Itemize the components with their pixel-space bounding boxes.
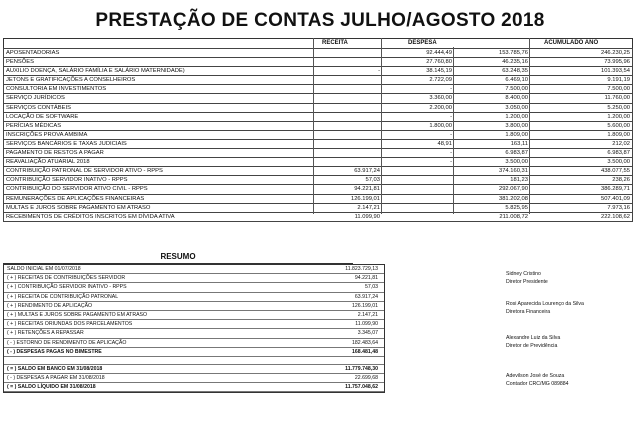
cell-despesa-acumulada: 6.983,87 [505, 150, 528, 157]
cell-despesa-bimestre: 27.760,80 [426, 59, 452, 66]
resumo-label: ( + ) RECEITAS ORIUNDAS DOS PARCELAMENTOS [7, 321, 133, 328]
cell-despesa-acumulada: 7.500,00 [505, 86, 528, 93]
resumo-label: ( + ) CONTRIBUIÇÃO SERVIDOR INATIVO - RPPS [7, 284, 127, 291]
signer-role: Diretor de Previdência [506, 343, 558, 349]
cell-acumulado: 212,02 [612, 140, 630, 147]
table-header [3, 38, 633, 48]
col-divider [381, 38, 382, 214]
signer-role: Diretora Financeira [506, 309, 551, 315]
cell-acumulado: 11.760,00 [604, 95, 630, 102]
table-row [3, 94, 633, 103]
cell-despesa-acumulada: 63.248,35 [502, 68, 528, 75]
cell-despesa-bimestre: 1.800,00 [429, 122, 452, 129]
table-row [3, 113, 633, 122]
row-label: APOSENTADORIAS [6, 50, 60, 56]
cell-despesa-bimestre: - [450, 113, 452, 120]
resumo-row [4, 293, 384, 302]
resumo-value: 94.221,81 [354, 275, 378, 282]
row-label: AUXILIO DOENÇA, SALÁRIO FAMÍLIA E SALÁRIO MATERNIDADE) [6, 68, 185, 75]
table-row [3, 76, 633, 85]
col-divider [529, 38, 530, 214]
cell-acumulado: 238,26 [612, 177, 630, 184]
cell-acumulado: 73.995,96 [604, 59, 630, 66]
signer-role: Contador CRC/MG 089884 [506, 381, 569, 387]
table-row [3, 85, 633, 94]
signature-block [506, 334, 626, 350]
row-label: CONTRIBUIÇÃO SERVIDOR INATIVO - RPPS [6, 177, 128, 184]
signer-name: Adevilson José de Souza [506, 373, 565, 379]
resumo-row [4, 283, 384, 292]
resumo-label: ( + ) RENDIMENTO DE APLICAÇÃO [7, 302, 93, 309]
accounts-table [3, 38, 633, 222]
header-acumulado: ACUMULADO ANO [544, 40, 599, 46]
row-label: REMUNERAÇÕES DE APLICAÇÕES FINANCEIRAS [6, 195, 145, 202]
cell-despesa-bimestre: - [450, 131, 452, 138]
row-label: REAVALIAÇÃO ATUARIAL 2018 [6, 159, 90, 166]
cell-acumulado: 1.200,00 [607, 113, 630, 120]
resumo-title: RESUMO [3, 252, 353, 264]
signer-name: Sidney Cristino [506, 271, 541, 277]
cell-despesa-bimestre: - [450, 150, 452, 157]
cell-despesa-acumulada: 46.235,16 [502, 59, 528, 66]
row-label: JETONS E GRATIFICAÇÕES A CONSELHEIROS [6, 77, 136, 84]
table-row [3, 176, 633, 185]
cell-acumulado: 3.500,00 [607, 159, 630, 166]
table-row [3, 204, 633, 213]
cell-despesa-bimestre: - [450, 159, 452, 166]
cell-despesa-bimestre: 38.145,19 [426, 68, 452, 75]
resumo-row [4, 311, 384, 320]
resumo-row [4, 274, 384, 283]
cell-acumulado: 5.250,00 [607, 104, 630, 111]
cell-despesa-acumulada: 211.008,72 [499, 213, 528, 220]
resumo-value: 3.345,07 [357, 330, 378, 337]
page-title: PRESTAÇÃO DE CONTAS JULHO/AGOSTO 2018 [95, 10, 545, 31]
col-divider [313, 38, 314, 214]
signature-block [506, 270, 626, 286]
cell-despesa-acumulada: 5.825,95 [505, 204, 528, 211]
resumo-value: 22.699,68 [354, 375, 378, 382]
resumo-label: ( + ) RECEITA DE CONTRIBUIÇÃO PATRONAL [7, 293, 119, 300]
table-body [3, 48, 633, 222]
cell-receita: 63.917,24 [354, 168, 380, 175]
cell-receita: 2.147,21 [357, 204, 380, 211]
table-row [3, 122, 633, 131]
resumo-row [4, 339, 384, 348]
resumo-value: 11.779.748,30 [345, 365, 378, 372]
resumo-value: 182.483,64 [352, 339, 378, 346]
resumo-label: ( - ) DESPESAS PAGAS NO BIMESTRE [7, 348, 102, 355]
cell-despesa-acumulada: 1.200,00 [505, 113, 528, 120]
cell-acumulado: 1.809,00 [607, 131, 630, 138]
resumo-row [4, 365, 384, 374]
row-label: SERVIÇOS CONTÁBEIS [6, 104, 71, 111]
cell-acumulado: 507.401,09 [600, 195, 630, 202]
cell-despesa-acumulada: 8.400,00 [505, 95, 528, 102]
cell-despesa-acumulada: 1.809,00 [505, 131, 528, 138]
row-label: PAGAMENTO DE RESTOS A PAGAR [6, 150, 104, 157]
table-row [3, 104, 633, 113]
cell-acumulado: 386.289,71 [600, 186, 630, 193]
resumo-value: 168.481,48 [352, 348, 378, 355]
table-row [3, 195, 633, 204]
cell-despesa-bimestre: 2.722,09 [429, 77, 452, 84]
cell-despesa-acumulada: 3.500,00 [505, 159, 528, 166]
cell-acumulado: 5.600,00 [607, 122, 630, 129]
row-label: CONTRIBUIÇÃO PATRONAL DE SERVIDOR ATIVO - RPPS [6, 168, 163, 175]
resumo-value: 63.917,24 [354, 293, 378, 300]
cell-despesa-bimestre: 92.444,49 [426, 50, 452, 56]
resumo-row [4, 265, 384, 274]
signature-block [506, 372, 626, 388]
row-label: CONTRIBUIÇÃO DO SERVIDOR ATIVO CIVIL - RPPS [6, 186, 148, 193]
table-row [3, 58, 633, 67]
row-label: INSCRIÇÕES PROVA AMBIMA [6, 131, 88, 138]
row-label: SERVIÇOS BANCÁRIOS E TAXAS JUDICIAIS [6, 140, 127, 147]
cell-despesa-bimestre: - [450, 86, 452, 93]
cell-acumulado: 246.230,25 [600, 50, 630, 56]
resumo-label: SALDO INICIAL EM 01/07/2018 [7, 266, 81, 272]
resumo-row [4, 302, 384, 311]
resumo-value: 57,03 [365, 284, 378, 291]
signer-name: Rosi Aparecida Lourenço da Silva [506, 301, 584, 307]
row-label: MULTAS E JUROS SOBRE PAGAMENTO EM ATRASO [6, 204, 151, 211]
signer-name: Alexandre Luiz da Silva [506, 335, 561, 341]
resumo-label: ( + ) RETENÇÕES A REPASSAR [7, 330, 84, 337]
resumo-label: ( = ) SALDO LÍQUIDO EM 31/08/2018 [7, 384, 96, 391]
cell-despesa-bimestre: 48,91 [437, 140, 452, 147]
table-row [3, 140, 633, 149]
row-label: CONSULTORIA EM INVESTIMENTOS [6, 86, 107, 93]
table-row [3, 185, 633, 194]
signature-block [506, 300, 626, 316]
header-despesa: DESPESA [408, 40, 437, 46]
table-row [3, 131, 633, 140]
cell-acumulado: 7.973,16 [607, 204, 630, 211]
cell-despesa-acumulada: 381.202,08 [498, 195, 528, 202]
col-divider [453, 47, 454, 214]
cell-despesa-acumulada: 292.067,90 [498, 186, 528, 193]
header-receita: RECEITA [322, 40, 348, 46]
cell-acumulado: 9.191,19 [607, 77, 630, 84]
resumo-value: 11.757.048,62 [345, 384, 378, 391]
resumo-label: ( - ) DESPESAS A PAGAR EM 31/08/2018 [7, 375, 105, 382]
cell-despesa-acumulada: 181,23 [510, 177, 528, 184]
resumo-label: ( + ) MULTAS E JUROS SOBRE PAGAMENTO EM ATRASO [7, 311, 148, 318]
cell-despesa-acumulada: 6.469,10 [505, 77, 528, 84]
cell-acumulado: 6.983,87 [607, 150, 630, 157]
resumo-row [4, 383, 384, 392]
cell-despesa-acumulada: 153.785,76 [498, 50, 528, 56]
cell-receita: 57,03 [365, 177, 380, 184]
resumo-value: 2.147,21 [357, 311, 378, 318]
table-row [3, 167, 633, 176]
cell-despesa-acumulada: 3.050,00 [505, 104, 528, 111]
resumo-value: 11.099,90 [355, 321, 378, 328]
resumo-row [4, 374, 384, 383]
row-label: PENSÕES [6, 59, 35, 66]
resumo-section [3, 252, 383, 393]
cell-despesa-bimestre: 3.360,00 [429, 95, 452, 102]
table-row [3, 158, 633, 167]
resumo-value: 11.823.729,13 [345, 266, 378, 272]
table-row [3, 67, 633, 76]
resumo-label: ( = ) SALDO EM BANCO EM 31/08/2018 [7, 365, 103, 372]
cell-despesa-acumulada: 374.160,31 [498, 168, 528, 175]
cell-acumulado: 7.500,00 [607, 86, 630, 93]
cell-acumulado: 222.108,62 [600, 213, 630, 220]
resumo-value: 126.199,01 [352, 302, 378, 309]
resumo-label: ( + ) RECEITAS DE CONTRIBUIÇÕES SERVIDOR [7, 275, 126, 282]
resumo-row [4, 329, 384, 338]
cell-receita: 11.099,90 [354, 213, 380, 220]
signer-role: Diretor Presidente [506, 279, 548, 285]
cell-despesa-acumulada: 163,11 [510, 140, 528, 147]
resumo-row [4, 320, 384, 329]
cell-receita: - [378, 68, 380, 75]
resumo-table [3, 264, 385, 393]
resumo-label: ( - ) ESTORNO DE RENDIMENTO DE APLICAÇÃO [7, 339, 127, 346]
cell-acumulado: 438.077,55 [600, 168, 630, 175]
row-label: LOCAÇÃO DE SOFTWARE [6, 113, 79, 120]
table-row [3, 213, 633, 222]
cell-despesa-bimestre: 2.200,00 [429, 104, 452, 111]
spacer-row [4, 357, 384, 365]
table-row [3, 149, 633, 158]
cell-receita: 94.221,81 [354, 186, 380, 193]
row-label: RECEBIMENTOS DE CRÉDITOS INSCRITOS EM DÍVIDA ATIVA [6, 213, 175, 220]
cell-acumulado: 101.393,54 [600, 68, 630, 75]
row-label: PERÍCIAS MÉDICAS [6, 122, 62, 129]
table-row [3, 48, 633, 58]
row-label: SERVIÇO JURÍDICOS [6, 95, 65, 102]
cell-despesa-acumulada: 3.800,00 [505, 122, 528, 129]
cell-receita: 126.199,01 [350, 195, 380, 202]
resumo-row [4, 348, 384, 357]
